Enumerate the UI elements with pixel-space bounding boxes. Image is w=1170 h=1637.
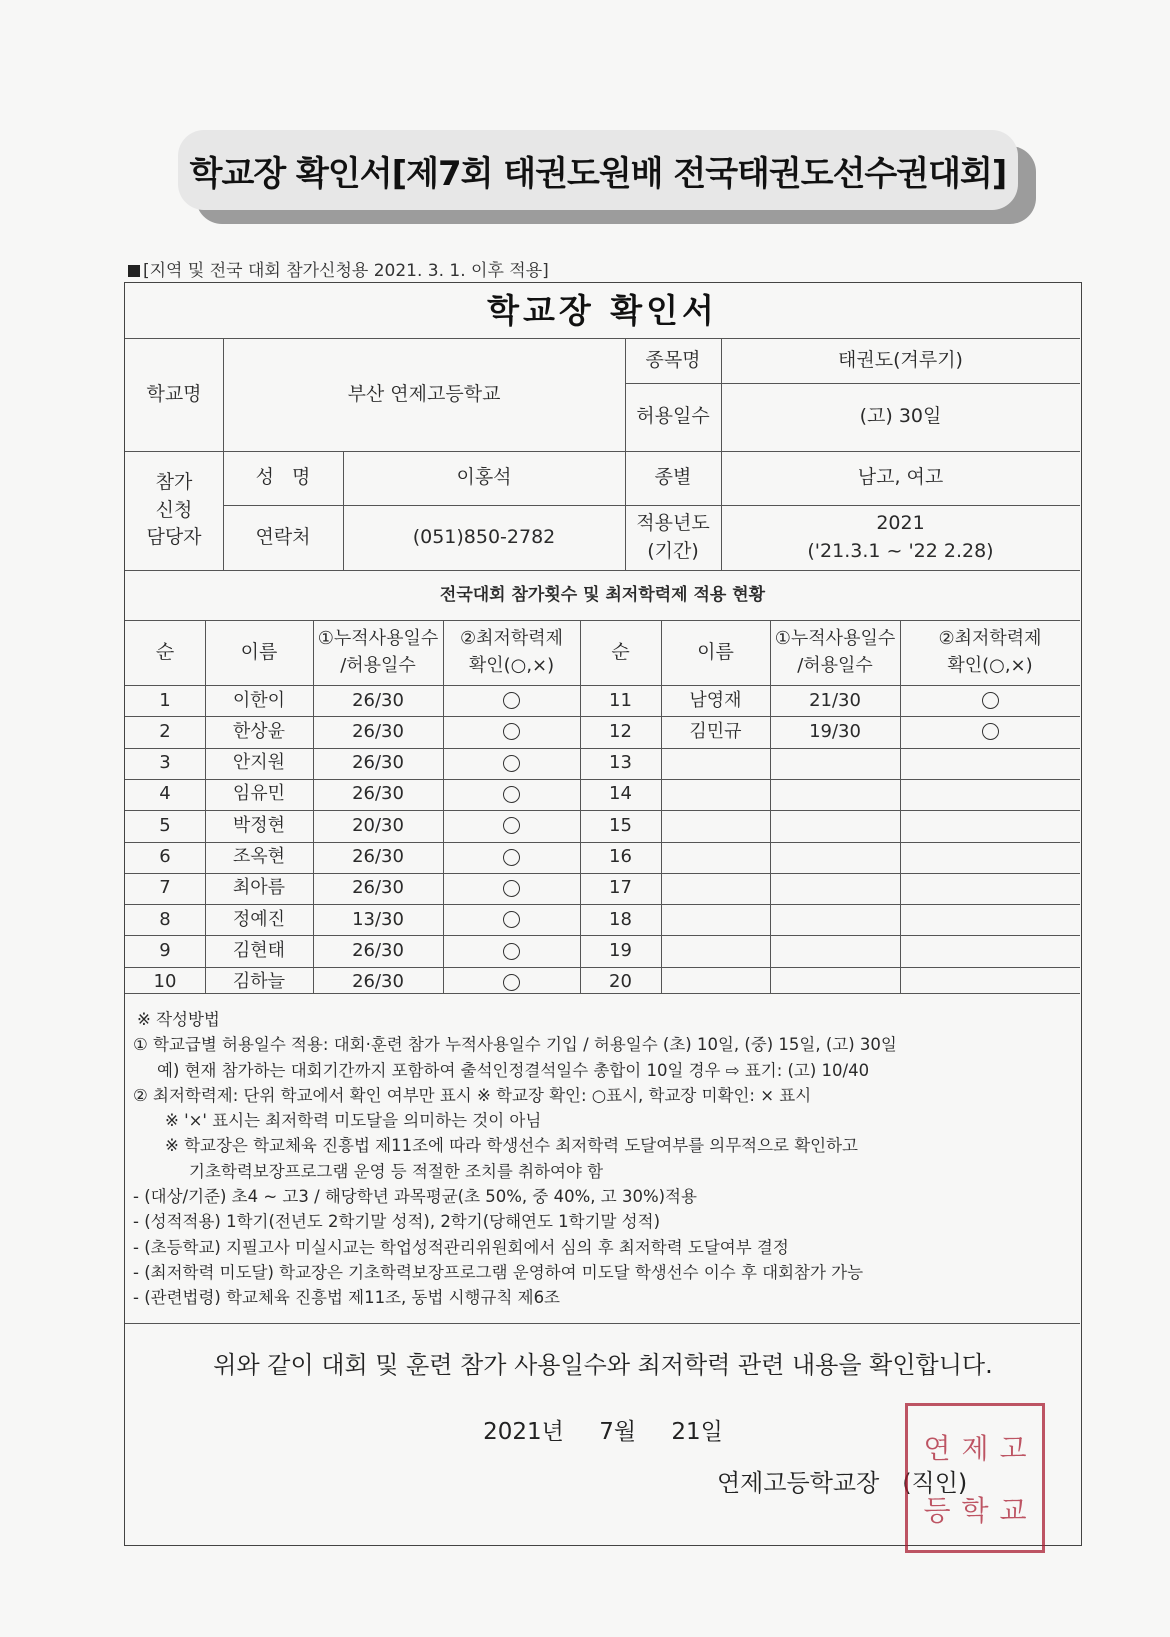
row-no: 16: [609, 846, 632, 868]
row-check: [443, 716, 580, 747]
row-no: 7: [159, 877, 171, 899]
row-days: [770, 779, 900, 810]
circle-mark-icon: [982, 692, 999, 709]
row-check: [900, 810, 1080, 841]
row-name: [661, 748, 770, 779]
row-name: [661, 779, 770, 810]
row-no: 5: [159, 814, 171, 836]
row-check: [443, 748, 580, 779]
header-check: ②최저학력제 확인(○,×): [938, 628, 1042, 676]
row-name: [661, 967, 770, 998]
contact-value: (051)850-2782: [412, 525, 556, 548]
seal-character: 학: [961, 1494, 989, 1527]
row-days: 19/30: [809, 720, 861, 742]
circle-mark-icon: [503, 786, 520, 803]
row-no: 3: [159, 752, 171, 774]
row-check: [443, 810, 580, 841]
confirmation-form: [124, 282, 1082, 1546]
row-name: 조옥현: [232, 846, 286, 868]
row-days: [770, 842, 900, 873]
seal-character: 교: [999, 1494, 1027, 1527]
row-no: 4: [159, 783, 171, 805]
writing-instructions: [133, 1007, 1073, 1311]
circle-mark-icon: [503, 817, 520, 834]
row-name: 임유민: [232, 783, 286, 805]
principal-name: 연제고등학교장: [717, 1469, 880, 1497]
document-banner: [178, 130, 1018, 210]
row-name: 김민규: [689, 720, 742, 742]
row-days: 26/30: [352, 689, 404, 711]
form-note: [128, 256, 549, 281]
row-no: 10: [153, 971, 177, 993]
row-check: [443, 873, 580, 904]
form-note-text: [지역 및 전국 대회 참가신청용 2021. 3. 1. 이후 적용]: [143, 261, 549, 281]
row-days: 26/30: [352, 971, 404, 993]
row-name: 김현태: [232, 939, 286, 961]
circle-mark-icon: [982, 723, 999, 740]
circle-mark-icon: [503, 880, 520, 897]
event-value: 태권도(겨루기): [838, 348, 963, 371]
row-name: 정예진: [232, 908, 286, 930]
header-no: 순: [611, 640, 630, 663]
row-no: 9: [159, 939, 171, 961]
instruction-line: 기초학력보장프로그램 운영 등 적절한 조치를 취하여야 함: [189, 1161, 604, 1181]
row-check: [900, 779, 1080, 810]
row-check: [443, 779, 580, 810]
row-check: [443, 935, 580, 966]
contact-label: 연락처: [255, 525, 311, 548]
row-days: [770, 935, 900, 966]
row-no: 20: [609, 971, 632, 993]
instruction-line: - (최저학력 미도달) 학교장은 기초학력보장프로그램 운영하여 미도달 학생선수 이수 후 대회참가 가능: [133, 1262, 864, 1282]
row-name: [661, 904, 770, 935]
year-value: 2021 ('21.3.1 ~ '22 2.28): [807, 511, 994, 562]
row-name: 남영재: [689, 689, 742, 711]
row-no: 15: [609, 814, 632, 836]
row-no: 19: [609, 939, 632, 961]
row-days: 26/30: [352, 752, 404, 774]
row-days: 26/30: [352, 877, 404, 899]
header-check: ②최저학력제 확인(○,×): [459, 628, 564, 676]
form-title-cell: [125, 283, 1080, 338]
row-no: 11: [609, 689, 632, 711]
instruction-line: ※ 학교장은 학교체육 진흥법 제11조에 따라 학생선수 최저학력 도달여부를 의무적으로 확인하고: [165, 1136, 858, 1156]
seal-character: 연: [923, 1432, 951, 1465]
circle-mark-icon: [503, 723, 520, 740]
status-title: 전국대회 참가횟수 및 최저학력제 적용 현황: [439, 584, 766, 605]
row-name: 박정현: [232, 814, 286, 836]
row-no: 1: [159, 689, 171, 711]
applicant-label: 참가 신청 담당자: [146, 471, 202, 549]
instruction-line: ※ 작성방법: [137, 1010, 220, 1029]
category-label: 종별: [654, 466, 692, 489]
row-days: 21/30: [809, 689, 861, 711]
form-title: 학교장 확인서: [487, 290, 718, 330]
seal-character: 고: [999, 1432, 1027, 1465]
row-check: [900, 873, 1080, 904]
date-day: 21일: [671, 1419, 723, 1445]
event-label: 종목명: [645, 348, 701, 371]
instruction-line: 예) 현재 참가하는 대회기간까지 포함하여 출석인정결석일수 총합이 10일 경우 ⇨ 표기: (고) 10/40: [157, 1060, 870, 1080]
seal-character: 제: [961, 1432, 989, 1465]
row-no: 17: [609, 877, 632, 899]
header-name: 이름: [240, 640, 278, 663]
row-days: [770, 748, 900, 779]
row-check: [443, 685, 580, 716]
name-label: 성 명: [255, 466, 311, 489]
row-name: [661, 842, 770, 873]
row-no: 12: [609, 720, 632, 742]
row-days: 13/30: [352, 908, 404, 930]
circle-mark-icon: [503, 755, 520, 772]
header-name: 이름: [697, 640, 734, 663]
allowed-days-value: (고) 30일: [859, 405, 942, 428]
row-days: 20/30: [352, 814, 404, 836]
row-check: [900, 967, 1080, 998]
row-name: [661, 935, 770, 966]
instruction-line: ① 학교급별 허용일수 적용: 대회·훈련 참가 누적사용일수 기입 / 허용일수 (초) 10일, (중) 15일, (고) 30일: [133, 1035, 897, 1055]
row-days: 26/30: [352, 783, 404, 805]
school-name: 부산 연제고등학교: [347, 382, 501, 405]
year-label: 적용년도 (기간): [636, 511, 710, 562]
seal-character: 등: [923, 1494, 951, 1527]
confirmation-statement: 위와 같이 대회 및 훈련 참가 사용일수와 최저학력 관련 내용을 확인합니다.: [213, 1351, 993, 1379]
row-no: 13: [609, 752, 632, 774]
row-check: [900, 842, 1080, 873]
row-days: [770, 904, 900, 935]
seal-note: (직인): [902, 1469, 968, 1497]
row-name: 최아름: [232, 877, 286, 899]
row-days: [770, 810, 900, 841]
circle-mark-icon: [503, 849, 520, 866]
allowed-days-label: 허용일수: [636, 405, 710, 428]
header-days: ①누적사용일수 /허용일수: [774, 628, 896, 676]
date-month: 7월: [599, 1419, 637, 1445]
row-check: [900, 904, 1080, 935]
row-name: 한상윤: [232, 720, 286, 742]
row-no: 14: [609, 783, 632, 805]
row-days: 26/30: [352, 846, 404, 868]
row-no: 8: [159, 908, 171, 930]
instruction-line: - (관련법령) 학교체육 진흥법 제11조, 동법 시행규칙 제6조: [133, 1288, 560, 1308]
row-name: [661, 810, 770, 841]
row-days: 26/30: [352, 939, 404, 961]
row-name: 안지원: [232, 752, 286, 774]
instruction-line: - (성적적용) 1학기(전년도 2학기말 성적), 2학기(당해연도 1학기말 성적): [133, 1212, 661, 1232]
instruction-line: - (대상/기준) 초4 ~ 고3 / 해당학년 과목평균(초 50%, 중 40%, 고 30%)적용: [133, 1187, 697, 1207]
official-seal-stamp: [905, 1403, 1045, 1553]
row-no: 6: [159, 846, 171, 868]
row-name: [661, 873, 770, 904]
row-days: [770, 967, 900, 998]
row-name: 이한이: [232, 689, 286, 711]
instruction-line: ② 최저학력제: 단위 학교에서 확인 여부만 표시 ※ 학교장 확인: ○표시, 학교장 미확인: × 표시: [133, 1085, 812, 1105]
row-check: [900, 935, 1080, 966]
banner-title: 학교장 확인서[제7회 태권도원배 전국태권도선수권대회]: [178, 130, 1018, 210]
school-label: 학교명: [146, 382, 202, 405]
square-bullet-icon: [128, 265, 140, 277]
row-days: 26/30: [352, 720, 404, 742]
row-check: [443, 967, 580, 998]
header-days: ①누적사용일수 /허용일수: [317, 628, 439, 676]
instruction-line: - (초등학교) 지필고사 미실시교는 학업성적관리위원회에서 심의 후 최저학력 도달여부 결정: [133, 1237, 789, 1257]
row-check: [443, 904, 580, 935]
row-name: 김하늘: [232, 971, 286, 993]
header-no: 순: [155, 640, 175, 663]
row-no: 18: [609, 908, 632, 930]
circle-mark-icon: [503, 692, 520, 709]
row-check: [900, 748, 1080, 779]
applicant-name: 이홍석: [456, 466, 512, 489]
date-year: 2021년: [483, 1419, 564, 1445]
instruction-line: ※ '×' 표시는 최저학력 미도달을 의미하는 것이 아님: [165, 1111, 542, 1131]
row-check: [900, 716, 1080, 747]
row-days: [770, 873, 900, 904]
row-check: [900, 685, 1080, 716]
circle-mark-icon: [503, 911, 520, 928]
circle-mark-icon: [503, 943, 520, 960]
category-value: 남고, 여고: [857, 466, 944, 489]
row-no: 2: [159, 720, 171, 742]
circle-mark-icon: [503, 974, 520, 991]
row-check: [443, 842, 580, 873]
